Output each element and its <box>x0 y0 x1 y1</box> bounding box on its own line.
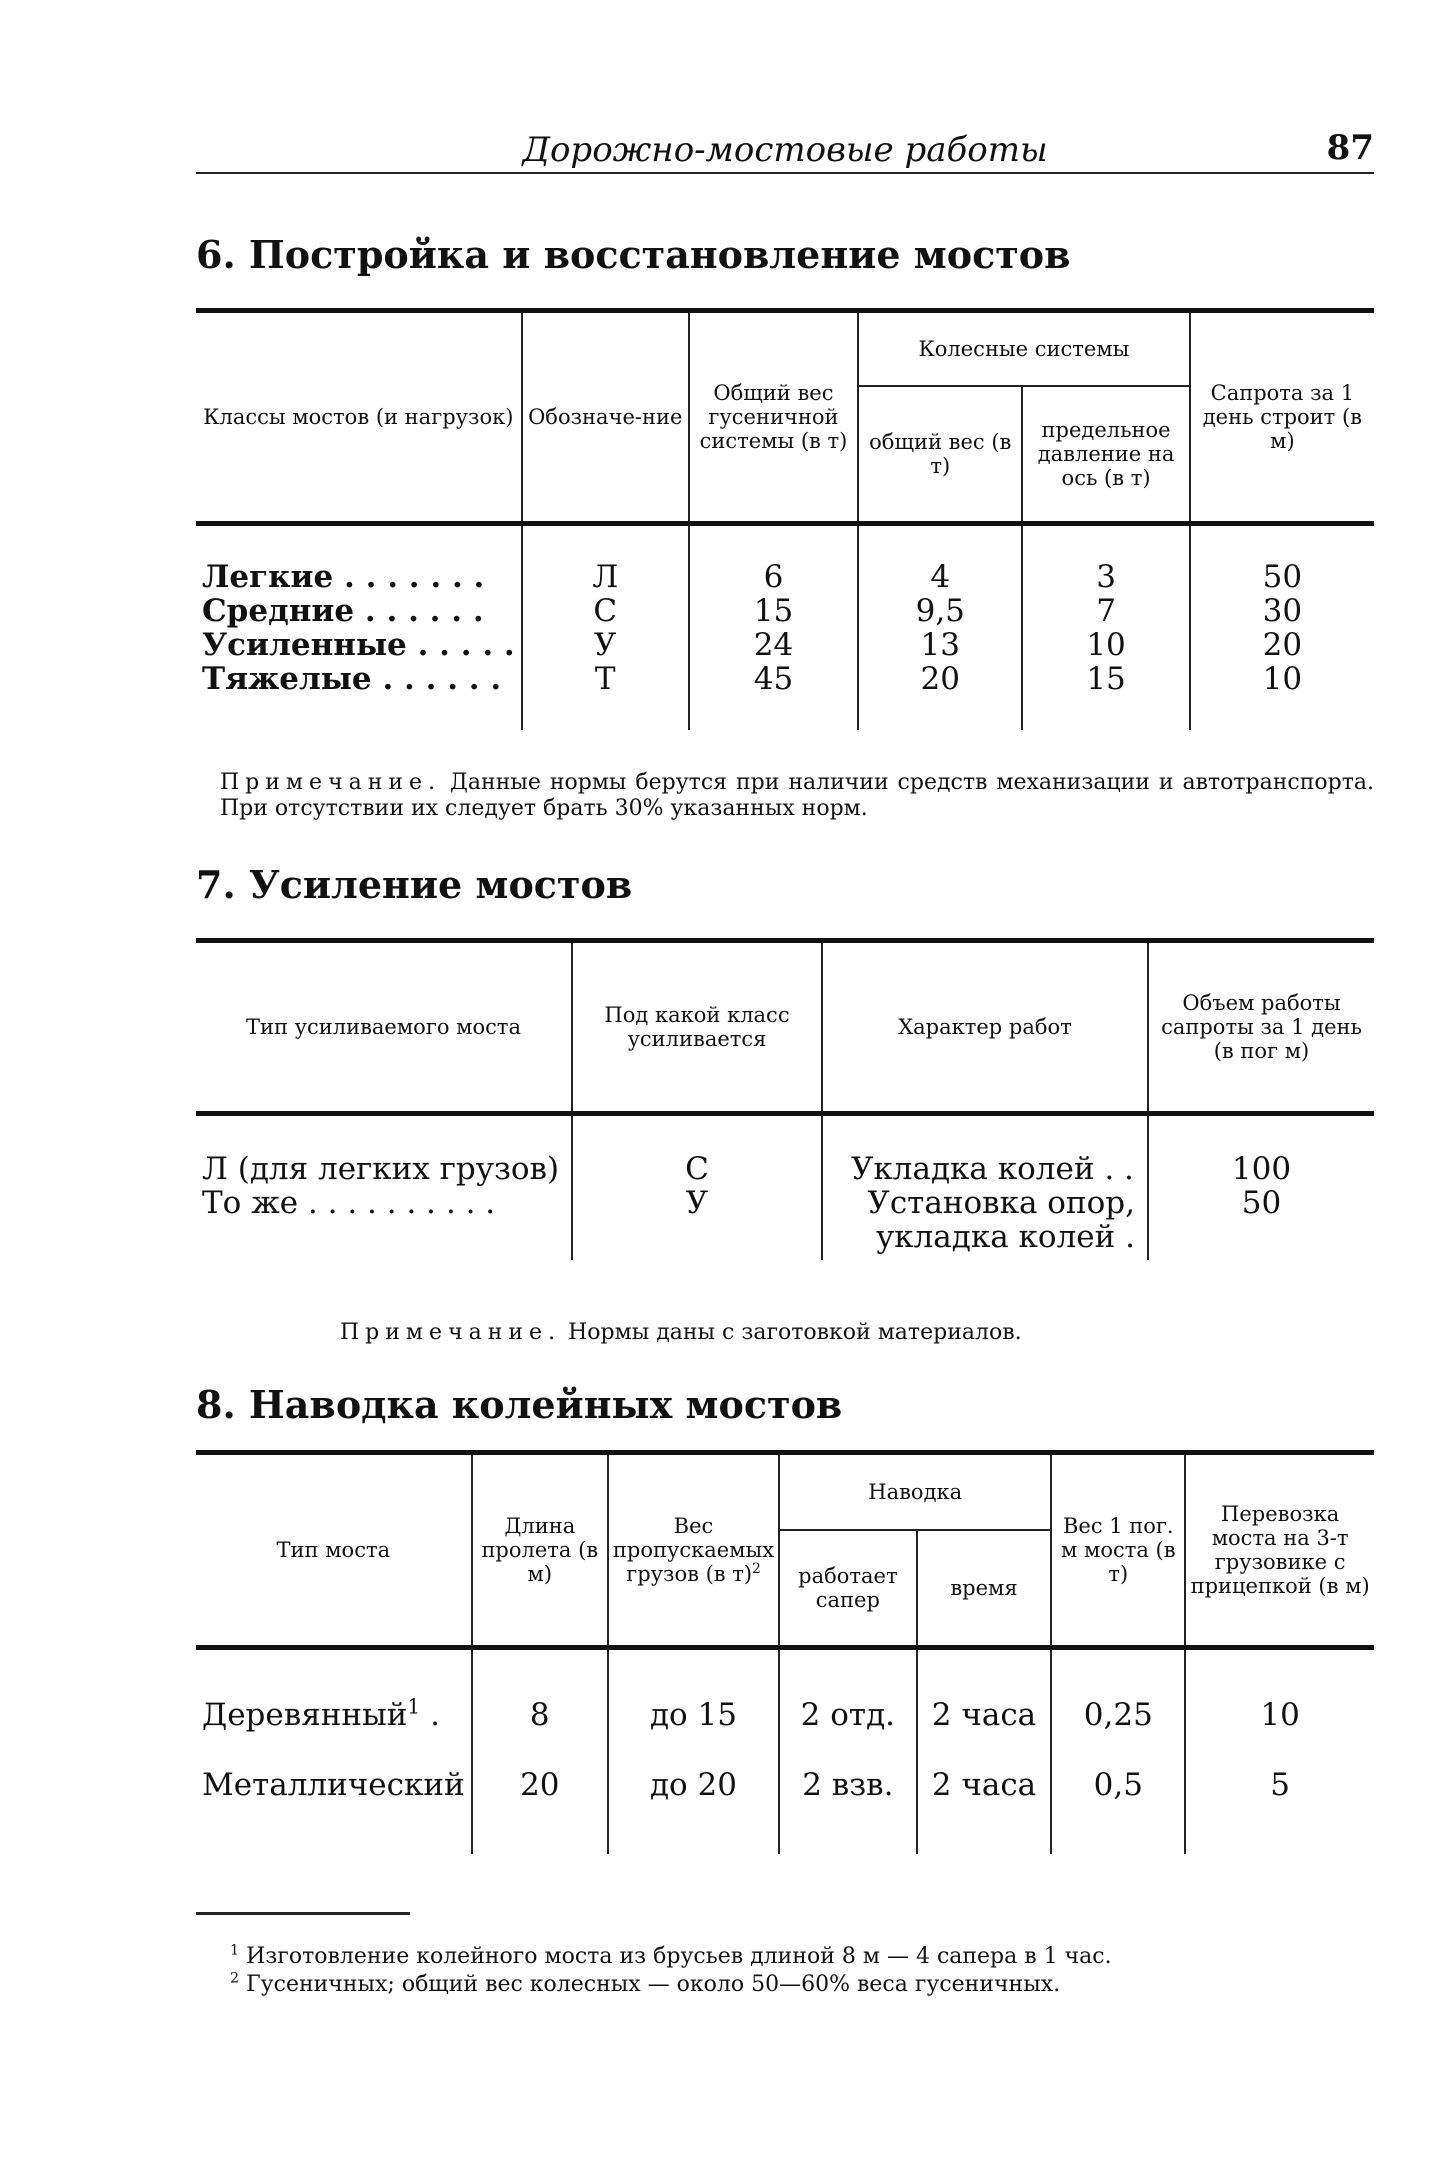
class-code: С <box>522 594 689 628</box>
class-to: У <box>572 1186 822 1260</box>
table-row <box>196 594 1374 628</box>
header-designation: Обозначе-ние <box>522 311 689 524</box>
bridge-weight: 0,5 <box>1051 1732 1185 1854</box>
table-row <box>196 662 1374 730</box>
class-code: Т <box>522 662 689 730</box>
bridge-weight: 0,25 <box>1051 1648 1185 1733</box>
crew: 2 взв. <box>779 1732 917 1854</box>
tracked-weight: 6 <box>689 524 858 595</box>
bridge-type: Л (для легких грузов) <box>196 1114 572 1187</box>
section-6-note <box>220 770 1374 822</box>
page-number: 87 <box>1326 128 1374 168</box>
bridge-type: То же . . . . . . . . . . <box>196 1186 572 1260</box>
tracked-weight: 45 <box>689 662 858 730</box>
header-bridge-type: Тип усиливаемого моста <box>196 941 572 1114</box>
note-text: Данные нормы берутся при наличии средств механизации и автотранспорта. При отсутствии их следует брать 30% указанных норм. <box>220 770 1375 821</box>
table-row <box>196 524 1374 595</box>
wheeled-weight: 9,5 <box>858 594 1022 628</box>
footnote-divider <box>196 1912 410 1915</box>
bridge-type: Металлический <box>196 1732 472 1854</box>
header-transport: Перевозка моста на 3-т грузовике с прицепкой (в м) <box>1185 1453 1374 1648</box>
note-label: Примечание. <box>220 770 442 795</box>
sapper-rate: 20 <box>1190 628 1374 662</box>
header-wheeled-group: Колесные системы <box>858 311 1190 387</box>
table-row <box>196 1186 1374 1260</box>
footnote: $^1$ Изготовление колейного моста из брусьев длиной 8 м — 4 сапера в 1 час. <box>230 1942 1112 1969</box>
class-code: Л <box>522 524 689 595</box>
transport-value: 5 <box>1185 1732 1374 1854</box>
class-label: Усиленные . . . . . <box>196 628 522 662</box>
header-class-to: Под какой класс усиливается <box>572 941 822 1114</box>
tracked-weight: 15 <box>689 594 858 628</box>
class-code: У <box>522 628 689 662</box>
transport-value: 10 <box>1185 1648 1374 1733</box>
axle-pressure: 10 <box>1022 628 1189 662</box>
work-volume: 50 <box>1148 1186 1374 1260</box>
section-7-title: 7. Усиление мостов <box>196 862 633 907</box>
wheeled-weight: 13 <box>858 628 1022 662</box>
class-label: Средние . . . . . . <box>196 594 522 628</box>
header-tracked-weight: Общий вес гусеничной системы (в т) <box>689 311 858 524</box>
header-axle-pressure: предельное давление на ось (в т) <box>1022 386 1189 524</box>
header-crew: работает сапер <box>779 1530 917 1648</box>
header-bridge-type: Тип моста <box>196 1453 472 1648</box>
tracked-weight: 24 <box>689 628 858 662</box>
header-load-weight: Вес пропускаемых грузов (в т)$^2$ <box>608 1453 779 1648</box>
sapper-rate: 50 <box>1190 524 1374 595</box>
header-work-type: Характер работ <box>822 941 1148 1114</box>
footnote: $^2$ Гусеничных; общий вес колесных — около 50—60% веса гусеничных. <box>230 1970 1061 1997</box>
table-row <box>196 628 1374 662</box>
sapper-rate: 30 <box>1190 594 1374 628</box>
sapper-rate: 10 <box>1190 662 1374 730</box>
section-7-note <box>340 1320 1374 1346</box>
section-6-title: 6. Постройка и восстановление мостов <box>196 232 1071 277</box>
load-weight: до 20 <box>608 1732 779 1854</box>
header-wheeled-total: общий вес (в т) <box>858 386 1022 524</box>
table-row <box>196 1732 1374 1854</box>
axle-pressure: 3 <box>1022 524 1189 595</box>
bridges-strengthening-table <box>196 938 1374 1260</box>
header-laying-group: Наводка <box>779 1453 1051 1531</box>
axle-pressure: 7 <box>1022 594 1189 628</box>
table-row <box>196 1114 1374 1187</box>
axle-pressure: 15 <box>1022 662 1189 730</box>
header-classes: Классы мостов (и нагрузок) <box>196 311 522 524</box>
running-title: Дорожно-мостовые работы <box>522 130 1048 170</box>
wheeled-weight: 4 <box>858 524 1022 595</box>
page-header <box>196 124 1374 174</box>
bridge-type: Деревянный$^1$ . <box>196 1648 472 1733</box>
header-work-volume: Объем работы сапроты за 1 день (в пог м) <box>1148 941 1374 1114</box>
header-span-length: Длина пролета (в м) <box>472 1453 608 1648</box>
laying-time: 2 часа <box>917 1648 1052 1733</box>
crew: 2 отд. <box>779 1648 917 1733</box>
track-bridges-table <box>196 1450 1374 1854</box>
header-sapper-rate: Сапрота за 1 день строит (в м) <box>1190 311 1374 524</box>
wheeled-weight: 20 <box>858 662 1022 730</box>
class-label: Тяжелые . . . . . . <box>196 662 522 730</box>
span-length: 8 <box>472 1648 608 1733</box>
laying-time: 2 часа <box>917 1732 1052 1854</box>
load-weight: до 15 <box>608 1648 779 1733</box>
work-type: Укладка колей . . <box>822 1114 1148 1187</box>
span-length: 20 <box>472 1732 608 1854</box>
class-to: С <box>572 1114 822 1187</box>
header-bridge-weight: Вес 1 пог. м моста (в т) <box>1051 1453 1185 1648</box>
note-label: Примечание. <box>340 1320 562 1345</box>
header-time: время <box>917 1530 1052 1648</box>
section-8-title: 8. Наводка колейных мостов <box>196 1382 843 1427</box>
class-label: Легкие . . . . . . . <box>196 524 522 595</box>
note-text: Нормы даны с заготовкой материалов. <box>568 1320 1022 1345</box>
work-volume: 100 <box>1148 1114 1374 1187</box>
table-row <box>196 1648 1374 1733</box>
work-type: Установка опор, укладка колей . <box>822 1186 1148 1260</box>
bridges-construction-table <box>196 308 1374 730</box>
